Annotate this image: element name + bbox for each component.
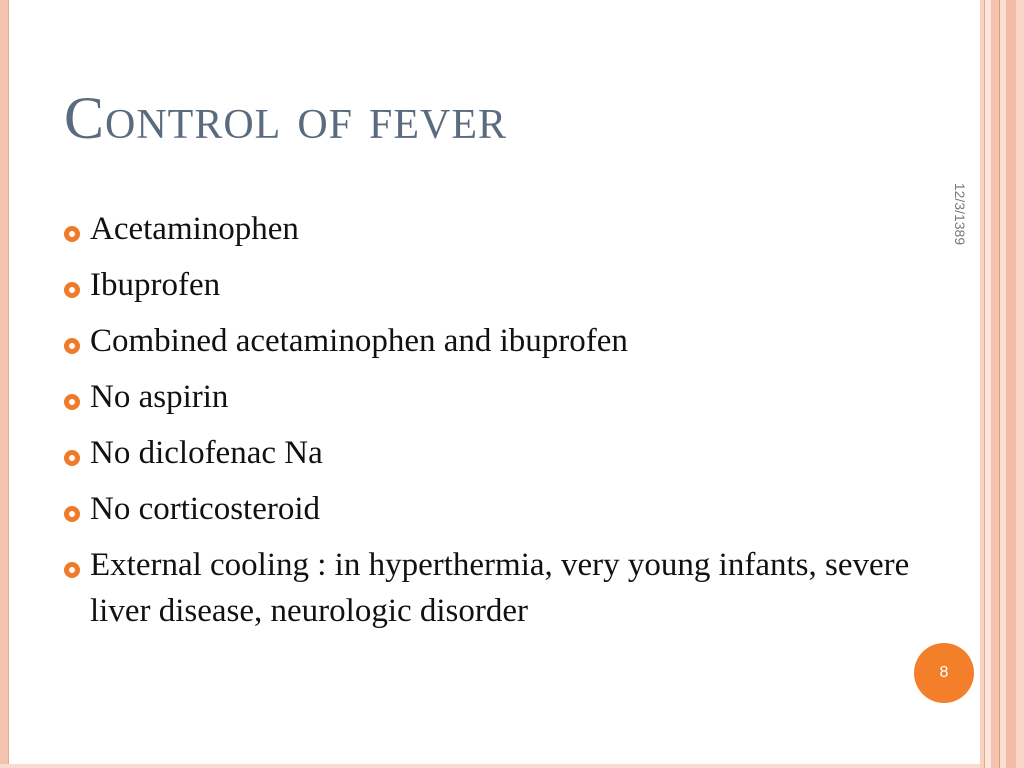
orange-ring-bullet-icon (64, 338, 80, 354)
orange-ring-bullet-icon (64, 282, 80, 298)
bottom-frame-bar (0, 764, 980, 768)
bullet-text: No diclofenac Na (90, 435, 323, 471)
bullet-text: External cooling : in hyperthermia, very young infants, severe liver disease, neurologic disorder (90, 547, 910, 629)
stripe (1016, 0, 1024, 768)
bullet-text: Combined acetaminophen and ibuprofen (90, 323, 628, 359)
left-frame-bar (0, 0, 8, 768)
right-decorative-stripes (980, 0, 1024, 768)
page-number-badge: 8 (914, 643, 974, 703)
bullet-text: Ibuprofen (90, 267, 221, 303)
bullet-text: No corticosteroid (90, 491, 321, 527)
slide-date: 12/3/1389 (952, 182, 968, 246)
bullet-item (62, 318, 942, 364)
bullet-item (62, 262, 942, 308)
orange-ring-bullet-icon (64, 394, 80, 410)
orange-ring-bullet-icon (64, 450, 80, 466)
slide-title: Control of fever (64, 85, 508, 151)
bullet-item (62, 206, 942, 252)
orange-ring-bullet-icon (64, 562, 80, 578)
bullet-item (62, 542, 942, 634)
orange-ring-bullet-icon (64, 506, 80, 522)
bullet-item (62, 430, 942, 476)
stripe (991, 0, 999, 768)
bullet-text: No aspirin (90, 379, 229, 415)
left-frame-line (8, 0, 9, 768)
bullet-item (62, 486, 942, 532)
bullet-item (62, 374, 942, 420)
bullet-list (62, 206, 942, 644)
orange-ring-bullet-icon (64, 226, 80, 242)
bullet-text: Acetaminophen (90, 211, 299, 247)
stripe (1006, 0, 1016, 768)
